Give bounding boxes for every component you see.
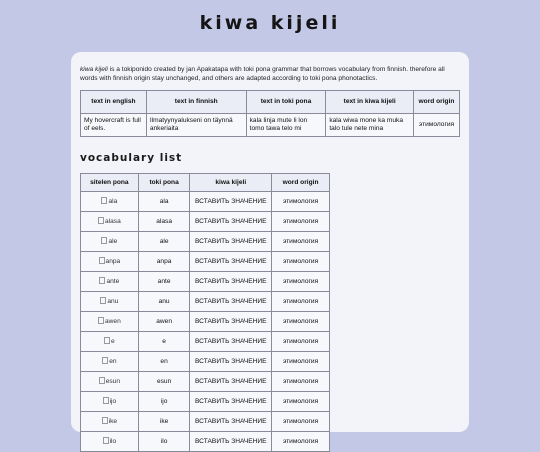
word-origin-cell: этимология (272, 372, 330, 392)
example-header-finnish: text in finnish (146, 91, 246, 114)
broken-image-icon (100, 297, 106, 304)
example-header-english: text in english (81, 91, 147, 114)
image-alt-text: ala (108, 198, 118, 205)
table-row (81, 292, 330, 312)
broken-image-icon (103, 437, 109, 444)
kiwa-kijeli-cell: ВСТАВИТЬ ЗНАЧЕНИЕ (190, 392, 272, 412)
sitelen-pona-image (81, 372, 139, 392)
intro-lang-name: kiwa kijeli (80, 66, 108, 73)
toki-pona-cell: en (138, 352, 190, 372)
kiwa-kijeli-cell: ВСТАВИТЬ ЗНАЧЕНИЕ (190, 432, 272, 452)
example-header-kiwa-kijeli: text in kiwa kijeli (326, 91, 414, 114)
vocab-header-row (81, 174, 330, 192)
example-header-toki-pona: text in toki pona (246, 91, 326, 114)
table-row (81, 232, 330, 252)
kiwa-kijeli-cell: ВСТАВИТЬ ЗНАЧЕНИЕ (190, 272, 272, 292)
broken-image-icon (104, 337, 110, 344)
table-row (81, 392, 330, 412)
example-header-word-origin: word origin (413, 91, 459, 114)
site-title: kiwa kijeli (199, 12, 341, 34)
image-alt-text: ilo (109, 438, 117, 445)
word-origin-cell: этимология (272, 192, 330, 212)
intro-text: is a tokiponido created by jan Apakatapa with toki pona grammar that borrows vocabulary from finnish. therefore all words with finnish origin stay unchanged, and others are adapted according to toki pona phonotactics. (80, 66, 445, 82)
image-alt-text: ijo (109, 398, 117, 405)
image-alt-text: ike (108, 418, 118, 425)
broken-image-icon (101, 197, 107, 204)
sitelen-pona-image (81, 352, 139, 372)
sitelen-pona-image (81, 312, 139, 332)
table-row (81, 332, 330, 352)
image-alt-text: awen (104, 318, 121, 325)
sitelen-pona-image (81, 232, 139, 252)
intro-paragraph (80, 65, 464, 83)
toki-pona-cell: esun (138, 372, 190, 392)
word-origin-cell: этимология (272, 332, 330, 352)
vocabulary-table (80, 173, 330, 452)
toki-pona-cell: ale (138, 232, 190, 252)
table-row (81, 272, 330, 292)
table-row (81, 372, 330, 392)
example-cell-word-origin: этимология (413, 114, 459, 137)
broken-image-icon (99, 377, 105, 384)
kiwa-kijeli-cell: ВСТАВИТЬ ЗНАЧЕНИЕ (190, 412, 272, 432)
image-alt-text: alasa (104, 218, 121, 225)
broken-image-icon (101, 237, 107, 244)
table-row (81, 192, 330, 212)
word-origin-cell: этимология (272, 252, 330, 272)
example-table-row (81, 114, 460, 137)
table-row (81, 212, 330, 232)
example-cell-toki-pona: kala linja mute li lon tomo tawa telo mi (246, 114, 326, 137)
broken-image-icon (98, 217, 104, 224)
kiwa-kijeli-cell: ВСТАВИТЬ ЗНАЧЕНИЕ (190, 292, 272, 312)
broken-image-icon (103, 397, 109, 404)
word-origin-cell: этимология (272, 232, 330, 252)
image-alt-text: e (111, 338, 115, 345)
word-origin-cell: этимология (272, 392, 330, 412)
vocab-header-word-origin: word origin (272, 174, 330, 192)
kiwa-kijeli-cell: ВСТАВИТЬ ЗНАЧЕНИЕ (190, 232, 272, 252)
vocab-header-sitelen-pona: sitelen pona (81, 174, 139, 192)
word-origin-cell: этимология (272, 432, 330, 452)
broken-image-icon (102, 357, 108, 364)
toki-pona-cell: ala (138, 192, 190, 212)
content-card (71, 52, 469, 445)
sitelen-pona-image (81, 292, 139, 312)
example-cell-english: My hovercraft is full of eels. (81, 114, 147, 137)
toki-pona-cell: ante (138, 272, 190, 292)
sitelen-pona-image (81, 432, 139, 452)
table-row (81, 252, 330, 272)
table-row (81, 352, 330, 372)
broken-image-icon (98, 317, 104, 324)
word-origin-cell: этимология (272, 212, 330, 232)
example-table (80, 90, 460, 137)
word-origin-cell: этимология (272, 412, 330, 432)
broken-image-icon (102, 417, 108, 424)
kiwa-kijeli-cell: ВСТАВИТЬ ЗНАЧЕНИЕ (190, 352, 272, 372)
toki-pona-cell: ike (138, 412, 190, 432)
sitelen-pona-image (81, 192, 139, 212)
sitelen-pona-image (81, 272, 139, 292)
toki-pona-cell: alasa (138, 212, 190, 232)
toki-pona-cell: e (138, 332, 190, 352)
image-alt-text: ante (106, 278, 120, 285)
kiwa-kijeli-cell: ВСТАВИТЬ ЗНАЧЕНИЕ (190, 192, 272, 212)
word-origin-cell: этимология (272, 352, 330, 372)
vocab-header-toki-pona: toki pona (138, 174, 190, 192)
kiwa-kijeli-cell: ВСТАВИТЬ ЗНАЧЕНИЕ (190, 252, 272, 272)
example-cell-finnish: Ilmatyynyalukseni on täynnä ankeriaita (146, 114, 246, 137)
sitelen-pona-image (81, 252, 139, 272)
image-alt-text: esun (105, 378, 121, 385)
sitelen-pona-image (81, 332, 139, 352)
kiwa-kijeli-cell: ВСТАВИТЬ ЗНАЧЕНИЕ (190, 372, 272, 392)
toki-pona-cell: anpa (138, 252, 190, 272)
kiwa-kijeli-cell: ВСТАВИТЬ ЗНАЧЕНИЕ (190, 332, 272, 352)
word-origin-cell: этимология (272, 292, 330, 312)
sitelen-pona-image (81, 212, 139, 232)
vocabulary-heading: vocabulary list (80, 152, 183, 164)
toki-pona-cell: awen (138, 312, 190, 332)
table-row (81, 312, 330, 332)
kiwa-kijeli-cell: ВСТАВИТЬ ЗНАЧЕНИЕ (190, 312, 272, 332)
table-row (81, 432, 330, 452)
toki-pona-cell: ijo (138, 392, 190, 412)
broken-image-icon (99, 277, 105, 284)
image-alt-text: ale (108, 238, 118, 245)
image-alt-text: en (109, 358, 117, 365)
word-origin-cell: этимология (272, 272, 330, 292)
toki-pona-cell: anu (138, 292, 190, 312)
example-table-header-row (81, 91, 460, 114)
broken-image-icon (99, 257, 105, 264)
table-row (81, 412, 330, 432)
image-alt-text: anpa (105, 258, 121, 265)
image-alt-text: anu (107, 298, 119, 305)
sitelen-pona-image (81, 412, 139, 432)
toki-pona-cell: ilo (138, 432, 190, 452)
vocab-header-kiwa-kijeli: kiwa kijeli (190, 174, 272, 192)
vocab-body (81, 192, 330, 452)
example-cell-kiwa-kijeli: kala wiwa mone ka muka talo tule nete mina (326, 114, 414, 137)
sitelen-pona-image (81, 392, 139, 412)
word-origin-cell: этимология (272, 312, 330, 332)
kiwa-kijeli-cell: ВСТАВИТЬ ЗНАЧЕНИЕ (190, 212, 272, 232)
